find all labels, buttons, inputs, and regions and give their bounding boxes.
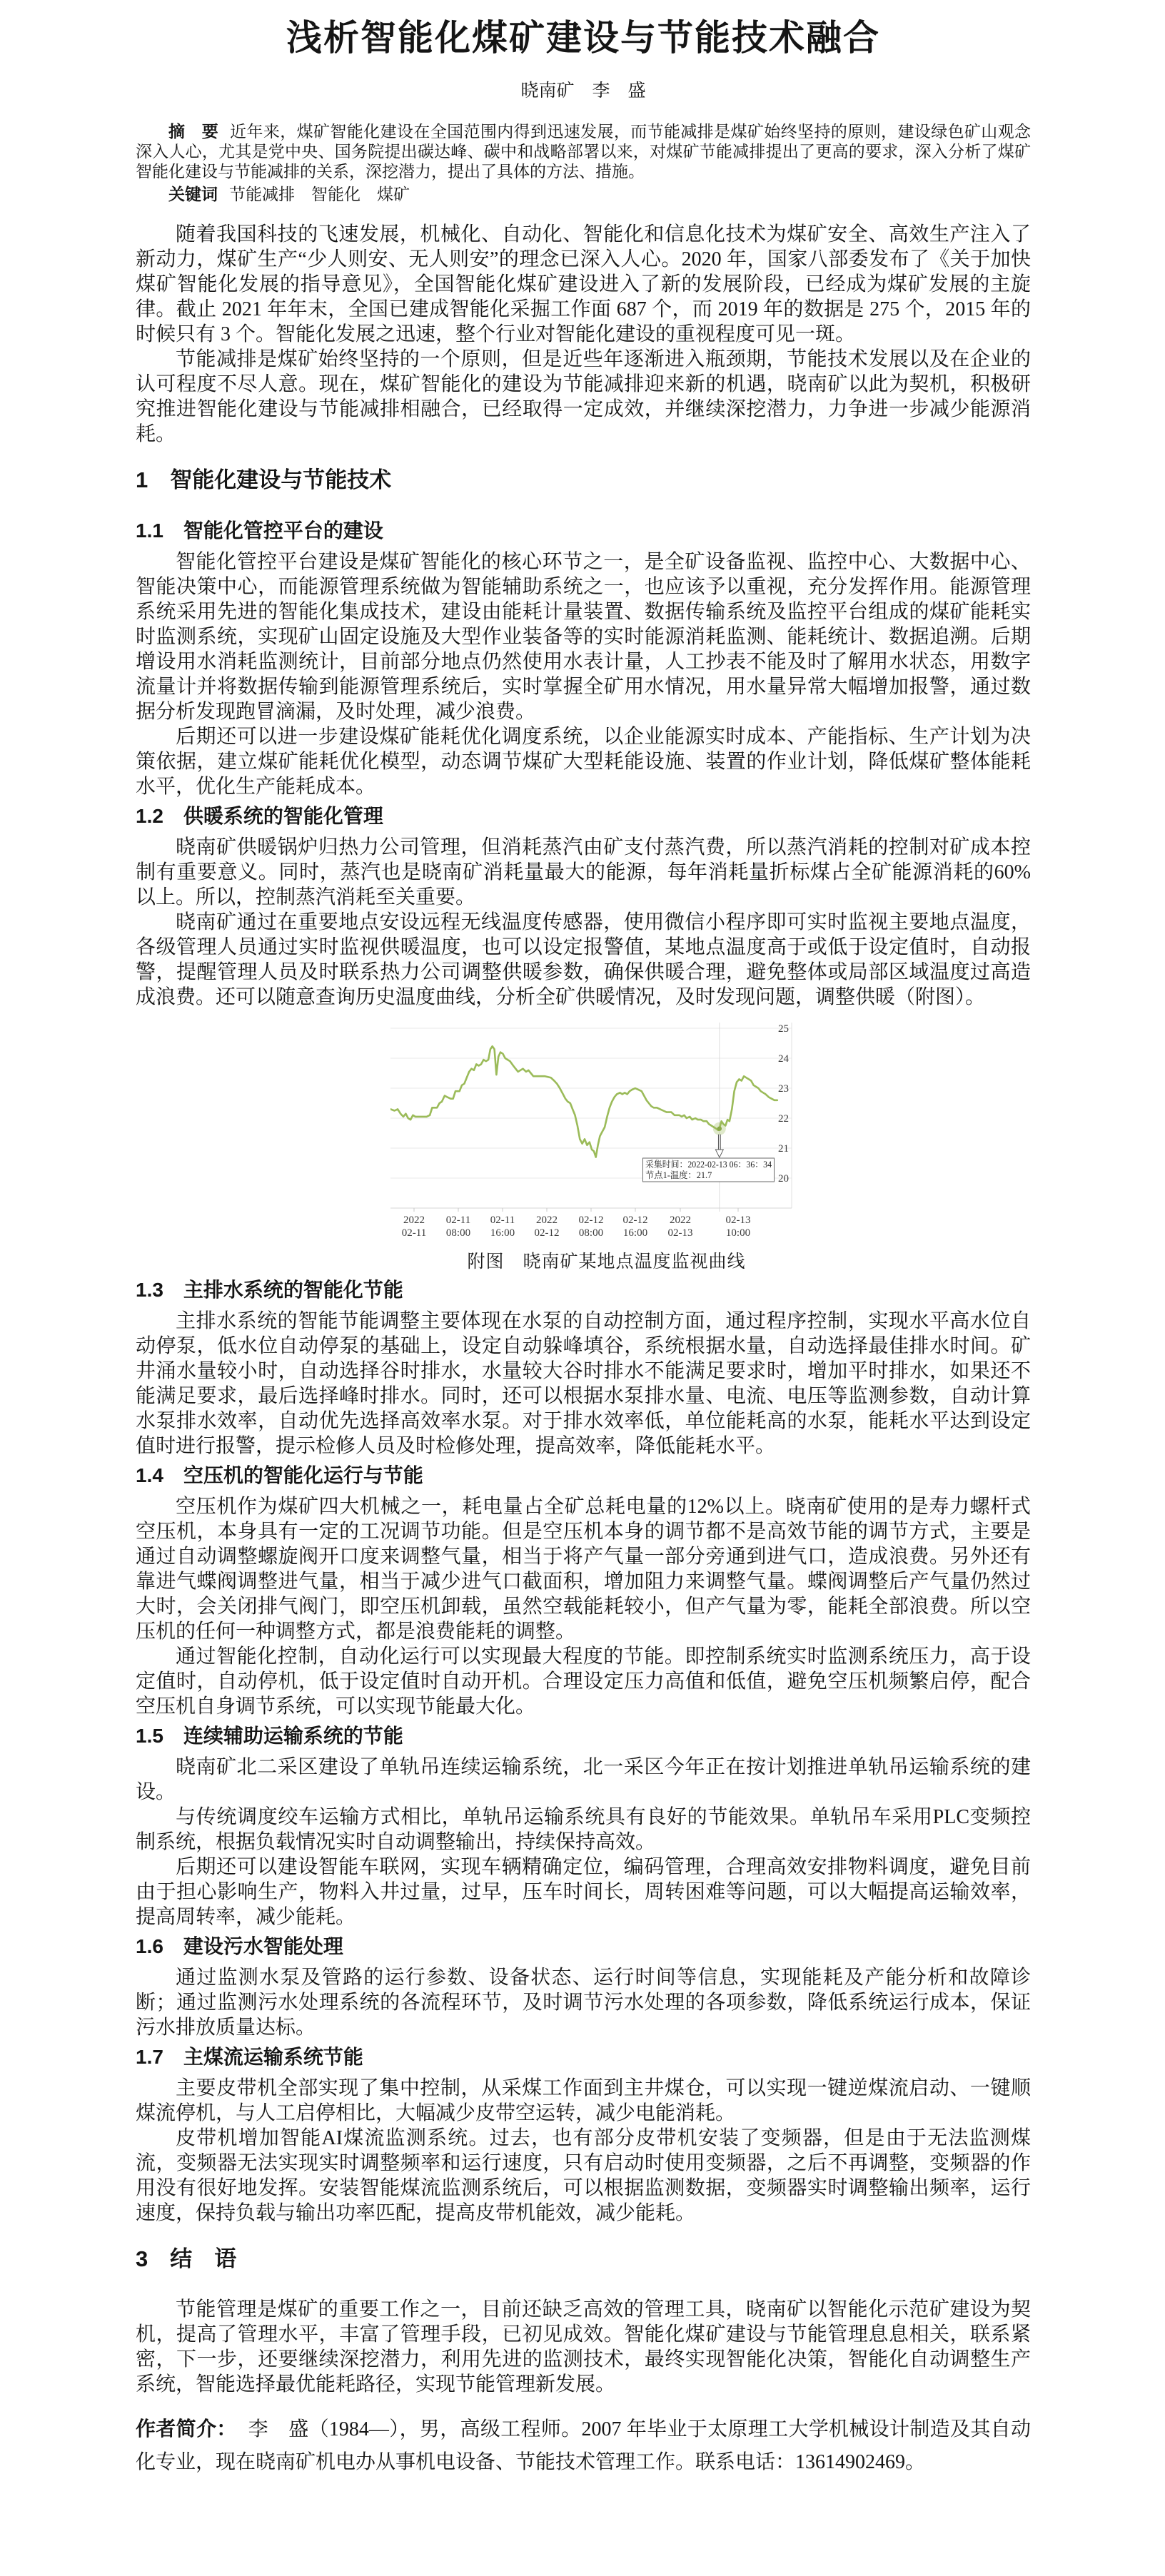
paper-title: 浅析智能化煤矿建设与节能技术融合 — [286, 18, 880, 58]
x-axis-tick-label-row2: 10:00 — [725, 1227, 751, 1239]
x-axis-tick-label-row1: 2022 — [403, 1215, 425, 1226]
abstract-text: 近年来，煤矿智能化建设在全国范围内得到迅速发展，而节能减排是煤矿始终坚持的原则，建设绿色矿山观念深入人心，尤其是党中央、国务院提出碳达峰、碳中和战略部署以来，对煤矿节能减排提出了更高的要求，深入分析了煤矿智能化建设与节能减排的关系，深挖潜力，提出了具体的方法、措施。 — [136, 123, 1032, 181]
author-line: 晓南矿 李 盛 — [520, 81, 646, 101]
x-axis-tick-label-row1: 2022 — [536, 1215, 558, 1226]
x-axis-tick-label-row2: 02-13 — [667, 1227, 693, 1239]
body-paragraph: 后期还可以进一步建设煤矿能耗优化调度系统，以企业能源实时成本、产能指标、生产计划为决策依据，建立煤矿能耗优化模型，动态调节煤矿大型耗能设施、装置的作业计划，降低煤矿整体能耗水平，优化生产能耗成本。 — [136, 726, 1031, 798]
body-paragraph: 主要皮带机全部实现了集中控制，从采煤工作面到主井煤仓，可以实现一键逆煤流启动、一键顺煤流停机，与人工启停相比，大幅减少皮带空运转，减少电能消耗。 — [136, 2077, 1031, 2124]
body-paragraph: 随着我国科技的飞速发展，机械化、自动化、智能化和信息化技术为煤矿安全、高效生产注入了新动力，煤矿生产“少人则安、无人则安”的理念已深入人心。2020 年，国家八部委发布了《关于加快煤矿智能化发展的指导意见》，全国智能化煤矿建设进入了新的发展阶段，已经成为煤矿发展的主旋律。截止 2021 年年末，全国已建成智能化采掘工作面 687 个，而 2019 年的数据是 275 个，2015 年的时候只有 3 个。智能化发展之迅速，整个行业对智能化建设的重视程度可见一斑。 — [136, 223, 1031, 345]
body-paragraph: 与传统调度绞车运输方式相比，单轨吊运输系统具有良好的节能效果。单轨吊车采用PLC变频控制系统，根据负载情况实时自动调整输出，持续保持高效。 — [136, 1806, 1031, 1853]
data-point-marker — [717, 1127, 722, 1131]
y-axis-tick-label: 22 — [778, 1113, 789, 1125]
body-paragraph: 主排水系统的智能节能调整主要体现在水泵的自动控制方面，通过程序控制，实现水平高水位自动停泵，低水位自动停泵的基础上，设定自动躲峰填谷，系统根据水量，自动选择最佳排水时间。矿井涌水量较小时，自动选择谷时排水，水量较大谷时排水不能满足要求时，增加平时排水，如果还不能满足要求，最后选择峰时排水。同时，还可以根据水泵排水量、电流、电压等监测参数，自动计算水泵排水效率，自动优先选择高效率水泵。对于排水效率低，单位能耗高的水泵，能耗水平达到设定值时进行报警，提示检修人员及时检修处理，提高效率，降低能耗水平。 — [136, 1310, 1031, 1457]
body-paragraph: 晓南矿供暖锅炉归热力公司管理，但消耗蒸汽由矿支付蒸汽费，所以蒸汽消耗的控制对矿成本控制有重要意义。同时，蒸汽也是晓南矿消耗量最大的能源，每年消耗量折标煤占全矿能源消耗的60%以上。所以，控制蒸汽消耗至关重要。 — [136, 836, 1031, 908]
subsection-heading: 1.1 智能化管控平台的建设 — [136, 519, 383, 542]
body-paragraph: 通过监测水泵及管路的运行参数、设备状态、运行时间等信息，实现能耗及产能分析和故障诊断；通过监测污水处理系统的各流程环节，及时调节污水处理的各项参数，降低系统运行成本，保证污水排放质量达标。 — [136, 1967, 1031, 2039]
x-axis-tick-label-row1: 2022 — [670, 1215, 691, 1226]
body-paragraph: 智能化管控平台建设是煤矿智能化的核心环节之一，是全矿设备监视、监控中心、大数据中心、智能决策中心，而能源管理系统做为智能辅助系统之一，也应该予以重视，充分发挥作用。能源管理系统采用先进的智能化集成技术，建设由能耗计量装置、数据传输系统及监控平台组成的煤矿能耗实时监测系统，实现矿山固定设施及大型作业装备等的实时能源消耗监测、能耗统计、数据追溯。后期增设用水消耗监测统计，目前部分地点仍然使用水表计量，人工抄表不能及时了解用水状态，用数字流量计并将数据传输到能源管理系统后，实时掌握全矿用水情况，用水量异常大幅增加报警，通过数据分析发现跑冒滴漏，及时处理，减少浪费。 — [136, 551, 1031, 723]
body-paragraph: 空压机作为煤矿四大机械之一，耗电量占全矿总耗电量的12%以上。晓南矿使用的是寿力螺杆式空压机，本身具有一定的工况调节功能。但是空压机本身的调节都不是高效节能的调节方式，主要是通过自动调整螺旋阀开口度来调整气量，相当于将产气量一部分旁通到进气口，造成浪费。另外还有靠进气蝶阀调整进气量，相当于减少进气口截面积，增加阻力来调整气量。蝶阀调整后产气量仍然过大时，会关闭排气阀门，即空压机卸载，虽然空载能耗较小，但产气量为零，能耗全部浪费。所以空压机的任何一种调整方式，都是浪费能耗的调整。 — [136, 1496, 1031, 1643]
x-axis-tick-label-row1: 02-12 — [622, 1215, 648, 1226]
keywords-text: 节能减排 智能化 煤矿 — [229, 186, 410, 203]
y-axis-tick-label: 24 — [778, 1053, 789, 1065]
body-paragraph: 后期还可以建设智能车联网，实现车辆精确定位，编码管理，合理高效安排物料调度，避免目前由于担心影响生产，物料入井过量，过早，压车时间长，周转困难等问题，可以大幅提高运输效率，提高周转率，减少能耗。 — [136, 1856, 1031, 1928]
subsection-heading: 1.7 主煤流运输系统节能 — [136, 2046, 363, 2068]
keywords-label: 关键词 — [168, 185, 218, 203]
tooltip-arrow-head-icon — [715, 1150, 723, 1157]
subsection-heading: 1.4 空压机的智能化运行与节能 — [136, 1464, 423, 1486]
x-axis-tick-label-row1: 02-11 — [445, 1215, 471, 1226]
paper-body — [136, 222, 1031, 2397]
x-axis-tick-label-row1: 02-11 — [490, 1215, 515, 1226]
author-bio-label: 作者简介： — [136, 2418, 237, 2440]
x-axis-tick-label-row2: 02-11 — [401, 1227, 427, 1239]
body-paragraph: 通过智能化控制，自动化运行可以实现最大程度的节能。即控制系统实时监测系统压力，高于设定值时，自动停机，低于设定值时自动开机。合理设定压力高值和低值，避免空压机频繁启停，配合空压机自身调节系统，可以实现节能最大化。 — [136, 1646, 1031, 1718]
section-heading: 1 智能化建设与节能技术 — [136, 467, 392, 492]
body-paragraph: 皮带机增加智能AI煤流监测系统。过去，也有部分皮带机安装了变频器，但是由于无法监测煤流，变频器无法实现实时调整频率和运行速度，只有启动时使用变频器，之后不再调整，变频器的作用没有很好地发挥。安装智能煤流监测系统后，可以根据监测数据，变频器实时调整输出频率，运行速度，保持负载与输出功率匹配，提高皮带机能效，减少能耗。 — [136, 2127, 1031, 2224]
temperature-chart-figure — [390, 1017, 822, 1273]
y-axis-tick-label: 23 — [778, 1083, 789, 1095]
subsection-heading: 1.2 供暖系统的智能化管理 — [136, 805, 383, 827]
x-axis-tick-label-row2: 08:00 — [445, 1227, 471, 1239]
x-axis-tick-label-row2: 16:00 — [622, 1227, 648, 1239]
chart-caption: 附图 晓南矿某地点温度监视曲线 — [467, 1252, 746, 1272]
body-paragraph: 节能管理是煤矿的重要工作之一，目前还缺乏高效的管理工具，晓南矿以智能化示范矿建设为契机，提高了管理水平，丰富了管理手段，已初见成效。智能化煤矿建设与节能管理息息相关，联系紧密，下一步，还要继续深挖潜力，利用先进的监测技术，最终实现智能化决策，智能化自动调整生产系统，智能选择最优能耗路径，实现节能管理新发展。 — [136, 2298, 1031, 2395]
author-bio — [136, 2413, 1031, 2479]
subsection-heading: 1.5 连续辅助运输系统的节能 — [136, 1725, 403, 1747]
body-paragraph: 晓南矿通过在重要地点安设远程无线温度传感器，使用微信小程序即可实时监视主要地点温度，各级管理人员通过实时监视供暖温度，也可以设定报警值，某地点温度高于或低于设定值时，自动报警，提醒管理人员及时联系热力公司调整供暖参数，确保供暖合理，避免整体或局部区域温度过高造成浪费。还可以随意查询历史温度曲线，分析全矿供暖情况，及时发现问题，调整供暖（附图）。 — [136, 911, 1031, 1008]
x-axis-tick-label-row1: 02-12 — [578, 1215, 604, 1226]
temperature-chart — [390, 1017, 822, 1239]
y-axis-tick-label: 20 — [778, 1173, 789, 1185]
abstract — [136, 121, 1031, 182]
section-heading: 3 结 语 — [136, 2246, 237, 2271]
body-paragraph: 晓南矿北二采区建设了单轨吊连续运输系统，北一采区今年正在按计划推进单轨吊运输系统的建设。 — [136, 1756, 1031, 1803]
tooltip-value-text: 节点1-温度：21.7 — [645, 1170, 712, 1180]
body-paragraph: 节能减排是煤矿始终坚持的一个原则，但是近些年逐渐进入瓶颈期，节能技术发展以及在企业的认可程度不尽人意。现在，煤矿智能化的建设为节能减排迎来新的机遇，晓南矿以此为契机，积极研究推进智能化建设与节能减排相融合，已经取得一定成效，并继续深挖潜力，力争进一步减少能源消耗。 — [136, 348, 1031, 445]
tooltip-time-text: 采集时间：2022-02-13 06：36：34 — [645, 1160, 777, 1170]
keywords — [136, 184, 1031, 205]
author-bio-text: 李 盛（1984—），男，高级工程师。2007 年毕业于太原理工大学机械设计制造及其自动化专业，现在晓南矿机电办从事机电设备、节能技术管理工作。联系电话：13614902469。 — [136, 2418, 1031, 2473]
abstract-label: 摘 要 — [168, 122, 219, 141]
subsection-heading: 1.3 主排水系统的智能化节能 — [136, 1279, 403, 1301]
x-axis-tick-label-row2: 16:00 — [490, 1227, 515, 1239]
y-axis-tick-label: 21 — [778, 1143, 789, 1155]
y-axis-tick-label: 25 — [778, 1023, 789, 1035]
x-axis-tick-label-row2: 02-12 — [534, 1227, 560, 1239]
x-axis-tick-label-row1: 02-13 — [725, 1215, 751, 1226]
x-axis-tick-label-row2: 08:00 — [578, 1227, 604, 1239]
subsection-heading: 1.6 建设污水智能处理 — [136, 1935, 343, 1957]
